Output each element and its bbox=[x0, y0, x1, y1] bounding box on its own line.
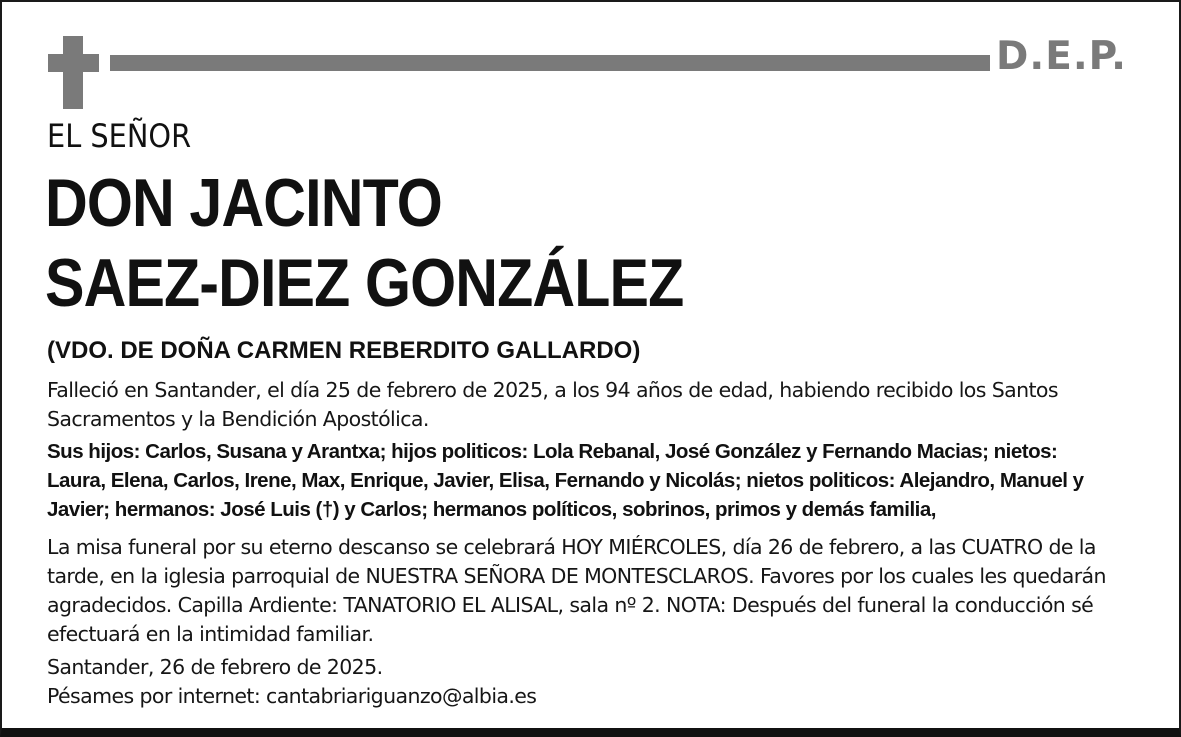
death-notice-line: Falleció en Santander, el día 25 de febrero de 2025, a los 94 años de edad, habiendo recibido los Santos bbox=[47, 378, 1058, 402]
deceased-name-line1: DON JACINTO bbox=[45, 165, 442, 241]
funeral-line: efectuará en la intimidad familiar. bbox=[47, 622, 374, 646]
deceased-name-line2: SAEZ-DIEZ GONZÁLEZ bbox=[45, 245, 684, 321]
widower-note: (VDO. DE DOÑA CARMEN REBERDITO GALLARDO) bbox=[47, 337, 641, 364]
family-line: Javier; hermanos: José Luis (†) y Carlos; hermanos políticos, sobrinos, primos y demás familia, bbox=[47, 498, 936, 521]
place-date-text: Santander, 26 de febrero de 2025. bbox=[47, 655, 383, 679]
title-prefix: EL SEÑOR bbox=[47, 117, 192, 155]
cross-icon-bar bbox=[48, 54, 99, 72]
dep-label: D.E.P. bbox=[996, 34, 1127, 79]
death-notice-line: Sacramentos y la Bendición Apostólica. bbox=[47, 407, 429, 431]
family-paragraph bbox=[47, 437, 1132, 524]
family-line: Sus hijos: Carlos, Susana y Arantxa; hijos politicos: Lola Rebanal, José González y Fernando Macias; nietos: bbox=[47, 440, 1058, 463]
header-rule bbox=[110, 55, 990, 71]
funeral-line: tarde, en la iglesia parroquial de NUESTRA SEÑORA DE MONTESCLAROS. Favores por los cuales les quedarán bbox=[47, 564, 1106, 588]
funeral-line: La misa funeral por su eterno descanso se celebrará HOY MIÉRCOLES, día 26 de febrero, a las CUATRO de la bbox=[47, 535, 1096, 559]
condolences-line bbox=[47, 682, 1132, 711]
family-line: Laura, Elena, Carlos, Irene, Max, Enrique, Javier, Elisa, Fernando y Nicolás; nietos politicos: Alejandro, Manuel y bbox=[47, 469, 1084, 492]
death-notice-paragraph bbox=[47, 376, 1132, 434]
funeral-line: agradecidos. Capilla Ardiente: TANATORIO EL ALISAL, sala nº 2. NOTA: Después del funeral la conducción sé bbox=[47, 593, 1094, 617]
cross-icon bbox=[63, 36, 83, 109]
funeral-paragraph bbox=[47, 533, 1132, 649]
place-date bbox=[47, 653, 1132, 682]
condolences-text: Pésames por internet: cantabriariguanzo@albia.es bbox=[47, 684, 537, 708]
